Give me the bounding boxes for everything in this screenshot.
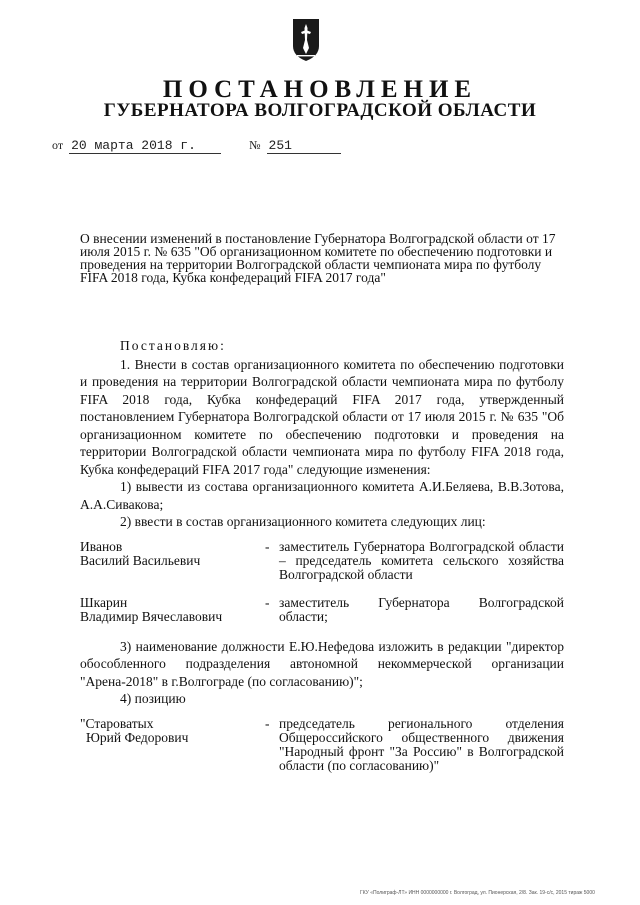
member-row (80, 540, 564, 582)
date-label: от (52, 138, 64, 152)
paragraph-1: 1. Внести в состав организационного комитета по обеспечению подготовки и проведения на территории Волгоградской области чемпионата мира по футболу FIFA 2018 года, Кубка конфедераций FIFA 2017 года, утвержденный постановлением Губернатора Волгоградской области от 17 июля 2015 г. № 635 "Об организационном комитете по обеспечению подготовки и проведения на территории Волгоградской области чемпионата мира по футболу FIFA 2018 года, Кубка конфедераций FIFA 2017 года" следующие изменения: (80, 356, 564, 477)
member-surname: Иванов (80, 538, 123, 554)
decree-word: Постановляю: (120, 338, 226, 353)
member-role: заместитель Губернатора Волгоградской области – председатель комитета сельского хозяйства Волгоградской области (279, 538, 564, 582)
paragraph-5: 4) позицию (120, 691, 186, 706)
member-given-name: Василий Васильевич (80, 552, 201, 568)
document-issuer: ГУБЕРНАТОРА ВОЛГОГРАДСКОЙ ОБЛАСТИ (103, 100, 537, 121)
coat-of-arms-emblem (292, 18, 320, 62)
member-name (80, 540, 265, 582)
member-dash: - (265, 715, 270, 731)
member-surname: "Староватых (80, 715, 154, 731)
member-given-name: Владимир Вячеславович (80, 608, 223, 624)
print-footer: ГКУ «Полиграф-ЛТ» ИНН 0000000000 г. Волгоград, ул. Пионерская, 2/8. Зак. 19-с/с, 2015 тираж 5000 (360, 890, 595, 896)
member-dash: - (265, 594, 270, 610)
member-role: заместитель Губернатора Волгоградской области; (279, 594, 564, 624)
date-value: 20 марта 2018 г. (69, 138, 221, 154)
member-row (80, 717, 564, 773)
document-meta (52, 138, 341, 154)
paragraph-2: 1) вывести из состава организационного комитета А.И.Беляева, В.В.Зотова, А.А.Сивакова; (80, 479, 564, 512)
document-subject: О внесении изменений в постановление Губернатора Волгоградской области от 17 июля 2015 г. № 635 "Об организационном комитете по обеспечению подготовки и проведения на территории Волгоградской области чемпионата мира по футболу FIFA 2018 года, Кубка конфедераций FIFA 2017 года" (80, 231, 556, 285)
member-given-name: Юрий Федорович (86, 729, 189, 745)
member-row (80, 596, 564, 624)
member-role: председатель регионального отделения Общероссийского общественного движения "Народный фронт "За Россию" в Волгоградской области (по согласованию)" (279, 715, 564, 773)
document-body (80, 337, 564, 773)
number-value: 251 (267, 138, 341, 154)
document-title: ПОСТАНОВЛЕНИЕ (162, 76, 478, 103)
member-surname: Шкарин (80, 594, 128, 610)
number-label: № (249, 138, 261, 152)
member-dash: - (265, 538, 270, 554)
member-name (80, 596, 265, 624)
paragraph-4: 3) наименование должности Е.Ю.Нефедова изложить в редакции "директор обособленного подразделения автономной некоммерческой организации "Арена-2018" в г.Волгограде (по согласованию)"; (80, 638, 564, 689)
member-name (80, 717, 265, 773)
paragraph-3: 2) ввести в состав организационного комитета следующих лиц: (120, 514, 486, 529)
